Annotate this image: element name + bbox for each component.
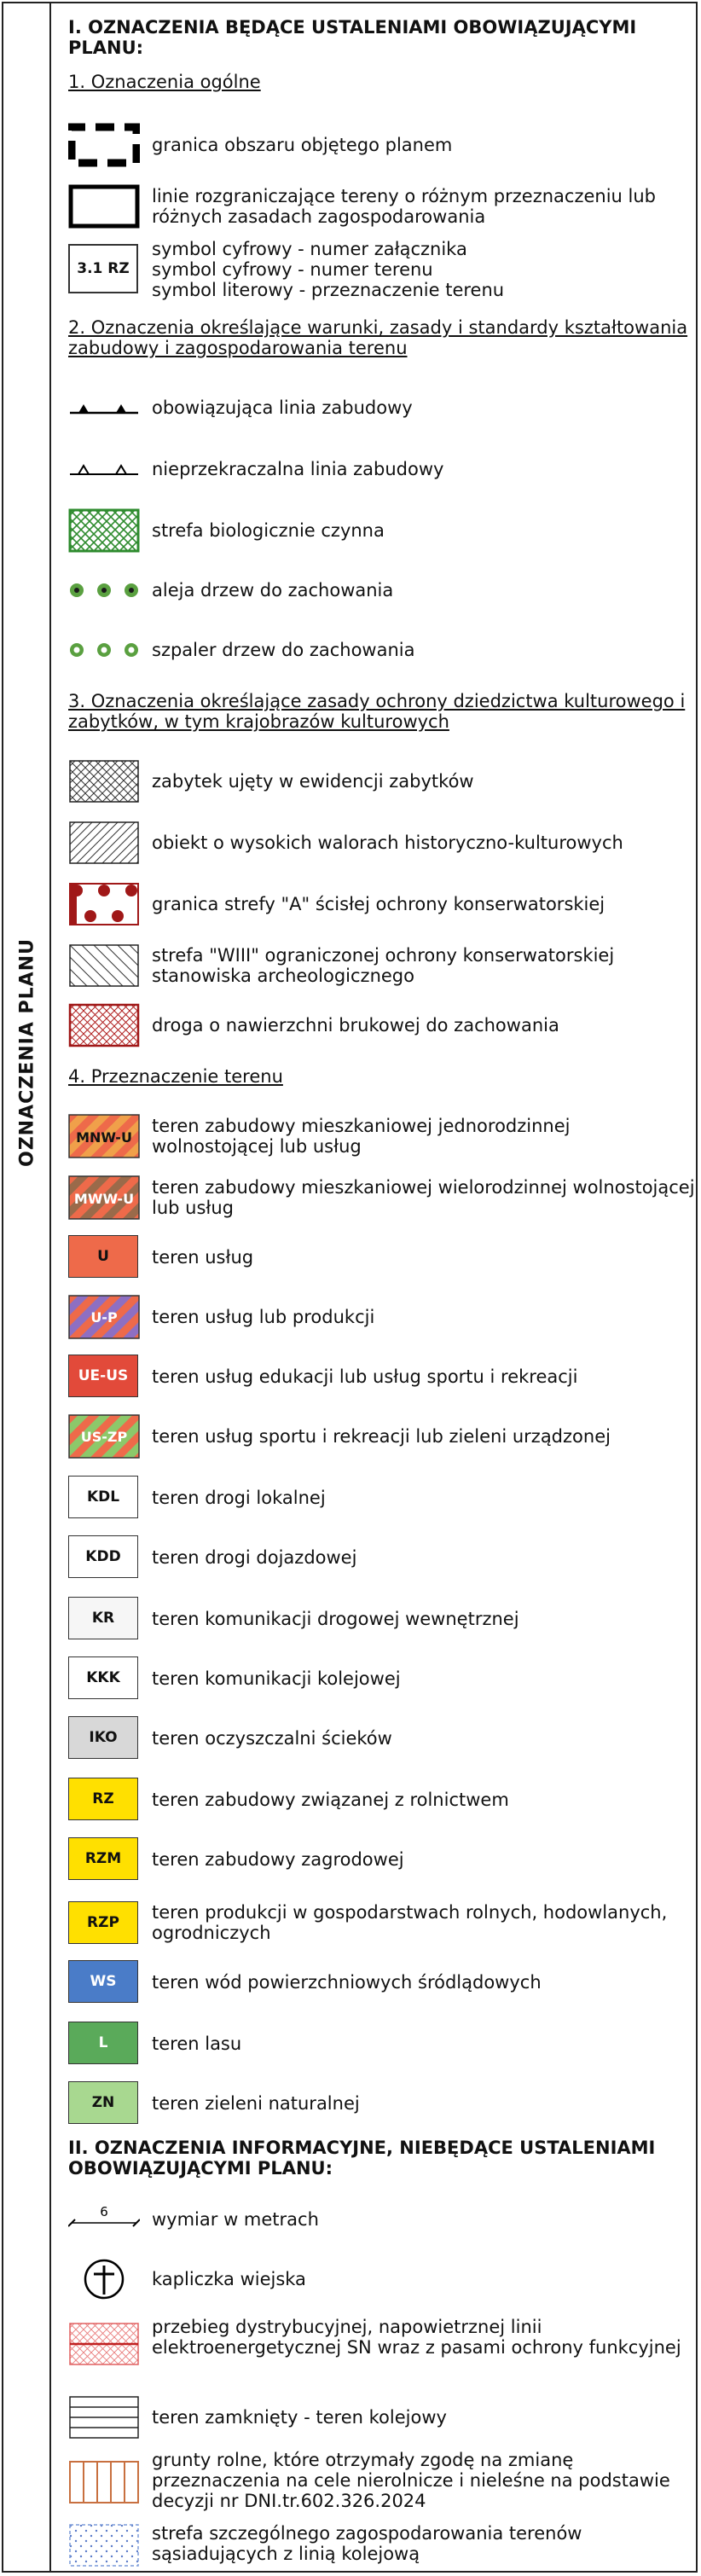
legend-item bbox=[68, 2317, 699, 2385]
landuse-code: MNW-U bbox=[76, 1129, 132, 1146]
legend-label: przebieg dystrybucyjnej, napowietrznej linii elektroenergetycznej SN wraz z pasami ochrony funkcyjnej bbox=[152, 2317, 681, 2358]
symbol-line: symbol cyfrowy - numer terenu bbox=[152, 259, 433, 280]
landuse-item-ws bbox=[68, 1957, 699, 2008]
landuse-item-mww-u bbox=[68, 1170, 699, 1225]
legend-item bbox=[68, 565, 699, 616]
historic-object-symbol bbox=[68, 821, 140, 865]
legend-label: teren zabudowy zagrodowej bbox=[152, 1849, 404, 1870]
legend-item bbox=[68, 444, 699, 495]
legend-label: grunty rolne, które otrzymały zgodę na zmianę przeznaczenia na cele nierolnicze i nieleśne na podstawie decyzji nr DNI.tr.602.326.2024 bbox=[152, 2450, 670, 2511]
legend-item bbox=[68, 2194, 699, 2245]
landuse-item-kkk bbox=[68, 1653, 699, 1704]
landuse-swatch bbox=[68, 1295, 140, 1339]
landuse-swatch: UE-US bbox=[68, 1355, 138, 1397]
plan-boundary-symbol bbox=[68, 123, 140, 167]
legend-frame bbox=[2, 2, 698, 2573]
section2-title: II. OZNACZENIA INFORMACYJNE, NIEBĘDĄCE USTALENIAMI OBOWIĄZUJĄCYMI PLANU: bbox=[68, 2138, 656, 2179]
legend-label: strefa biologicznie czynna bbox=[152, 520, 385, 541]
biologically-active-zone-symbol bbox=[68, 508, 140, 553]
legend-item bbox=[68, 2254, 699, 2305]
power-line-symbol bbox=[68, 2322, 140, 2366]
railway-closed-area-symbol bbox=[68, 2395, 140, 2440]
symbol-sample: 3.1 RZ bbox=[68, 244, 138, 293]
legend-label: teren zamknięty - teren kolejowy bbox=[152, 2407, 447, 2428]
landuse-item-ue-us bbox=[68, 1351, 699, 1402]
landuse-item-kdd bbox=[68, 1532, 699, 1583]
legend-label: teren wód powierzchniowych śródlądowych bbox=[152, 1972, 542, 1993]
chapel-icon bbox=[68, 2257, 140, 2301]
legend-label: teren usług lub produkcji bbox=[152, 1307, 375, 1327]
landuse-swatch: RZM bbox=[68, 1837, 138, 1880]
dimension-symbol bbox=[68, 2197, 140, 2242]
legend-label: aleja drzew do zachowania bbox=[152, 580, 394, 600]
symbol-description bbox=[152, 239, 698, 300]
landuse-item-mnw-u bbox=[68, 1109, 699, 1163]
tree-alley-symbol bbox=[68, 568, 140, 612]
landuse-swatch bbox=[68, 1414, 140, 1459]
legend-label: obowiązująca linia zabudowy bbox=[152, 397, 413, 418]
legend-label: obiekt o wysokich walorach historyczno-kulturowych bbox=[152, 833, 623, 853]
legend-label: strefa "WIII" ograniczonej ochrony konserwatorskiej stanowiska archeologicznego bbox=[152, 945, 615, 986]
legend-label: teren drogi lokalnej bbox=[152, 1488, 326, 1508]
landuse-item-rz bbox=[68, 1774, 699, 1825]
legend-item bbox=[68, 181, 699, 232]
landuse-swatch: RZP bbox=[68, 1901, 138, 1944]
legend-label: teren usług sportu i rekreacji lub zieleni urządzonej bbox=[152, 1426, 611, 1447]
legend-label: szpaler drzew do zachowania bbox=[152, 640, 415, 660]
legend-item bbox=[68, 505, 699, 556]
landuse-item-rzp bbox=[68, 1895, 699, 1950]
landuse-code: US-ZP bbox=[80, 1429, 128, 1445]
landuse-item-kr bbox=[68, 1593, 699, 1645]
legend-label: strefa szczególnego zagospodarowania terenów sąsiadujących z linią kolejową bbox=[152, 2523, 582, 2564]
legend-label: kapliczka wiejska bbox=[152, 2269, 306, 2289]
legend-label: teren lasu bbox=[152, 2034, 242, 2054]
tree-row-symbol bbox=[68, 628, 140, 672]
legend-label: teren komunikacji kolejowej bbox=[152, 1668, 401, 1689]
landuse-item-l bbox=[68, 2018, 699, 2069]
symbol-line: symbol literowy - przeznaczenie terenu bbox=[152, 280, 505, 300]
legend-item bbox=[68, 2392, 699, 2443]
building-limit-line-symbol bbox=[68, 447, 140, 491]
legend-label: linie rozgraniczające tereny o różnym przeznaczeniu lub różnych zasadach zagospodarowania bbox=[152, 186, 657, 227]
registered-monument-symbol bbox=[68, 759, 140, 804]
landuse-code: MWW-U bbox=[73, 1191, 135, 1207]
legend-label: zabytek ujęty w ewidencji zabytków bbox=[152, 771, 474, 792]
legend-label: teren zabudowy mieszkaniowej jednorodzinnej wolnostojącej lub usług bbox=[152, 1116, 571, 1157]
landuse-item-iko bbox=[68, 1713, 699, 1764]
legend-item-symbol bbox=[68, 239, 699, 300]
legend-label: droga o nawierzchni brukowej do zachowania bbox=[152, 1015, 559, 1036]
legend-label: nieprzekraczalna linia zabudowy bbox=[152, 459, 444, 479]
landuse-item-u-p bbox=[68, 1291, 699, 1343]
landuse-item-u bbox=[68, 1232, 699, 1283]
legend-label: teren zieleni naturalnej bbox=[152, 2093, 360, 2114]
legend-label: teren oczyszczalni ścieków bbox=[152, 1728, 392, 1749]
legend-item bbox=[68, 624, 699, 676]
landuse-swatch bbox=[68, 1114, 140, 1158]
zone-a-boundary-symbol bbox=[68, 882, 140, 926]
group1-title: 1. Oznaczenia ogólne bbox=[68, 72, 261, 92]
legend-item bbox=[68, 2516, 699, 2571]
legend-item bbox=[68, 119, 699, 171]
landuse-swatch: KKK bbox=[68, 1656, 138, 1699]
legend-label: teren drogi dojazdowej bbox=[152, 1547, 357, 1568]
landuse-swatch bbox=[68, 1175, 140, 1220]
legend-item bbox=[68, 879, 699, 930]
landuse-item-kdl bbox=[68, 1472, 699, 1523]
landuse-swatch: U bbox=[68, 1235, 138, 1278]
legend-label: teren produkcji w gospodarstwach rolnych, hodowlanych, ogrodniczych bbox=[152, 1902, 668, 1943]
landuse-swatch: RZ bbox=[68, 1778, 138, 1820]
legend-item bbox=[68, 2450, 699, 2515]
legend-label: teren usług edukacji lub usług sportu i rekreacji bbox=[152, 1366, 578, 1387]
archaeological-zone-symbol bbox=[68, 943, 140, 988]
landuse-swatch: ZN bbox=[68, 2081, 138, 2124]
symbol-line: symbol cyfrowy - numer załącznika bbox=[152, 239, 467, 259]
dimension-value: 6 bbox=[100, 2204, 108, 2219]
railway-adjacent-zone-symbol bbox=[68, 2523, 140, 2567]
legend-item bbox=[68, 382, 699, 433]
legend-item bbox=[68, 817, 699, 868]
legend-label: teren komunikacji drogowej wewnętrznej bbox=[152, 1609, 519, 1629]
legend-item bbox=[68, 1000, 699, 1051]
landuse-swatch: L bbox=[68, 2022, 138, 2064]
dividing-line-symbol bbox=[68, 184, 140, 229]
landuse-swatch: WS bbox=[68, 1960, 138, 2003]
landuse-swatch: KDD bbox=[68, 1535, 138, 1578]
legend-label: teren usług bbox=[152, 1247, 254, 1268]
legend-label: granica obszaru objętego planem bbox=[152, 135, 453, 155]
landuse-item-us-zp bbox=[68, 1411, 699, 1462]
legend-label: granica strefy "A" ścisłej ochrony konserwatorskiej bbox=[152, 894, 605, 914]
landuse-swatch: KDL bbox=[68, 1476, 138, 1518]
legend-label: teren zabudowy związanej z rolnictwem bbox=[152, 1790, 509, 1810]
landuse-swatch: KR bbox=[68, 1597, 138, 1639]
group2-title: 2. Oznaczenia określające warunki, zasady i standardy kształtowania zabudowy i zagospodarowania terenu bbox=[68, 317, 688, 358]
agricultural-land-symbol bbox=[68, 2460, 140, 2504]
legend-label: wymiar w metrach bbox=[152, 2209, 319, 2230]
landuse-item-zn bbox=[68, 2078, 699, 2129]
section1-title: I. OZNACZENIA BĘDĄCE USTALENIAMI OBOWIĄZUJĄCYMI PLANU: bbox=[68, 17, 637, 58]
mandatory-building-line-symbol bbox=[68, 386, 140, 430]
group4-title: 4. Przeznaczenie terenu bbox=[68, 1066, 283, 1087]
legend-item bbox=[68, 756, 699, 807]
landuse-code: U-P bbox=[90, 1309, 118, 1326]
group3-title: 3. Oznaczenia określające zasady ochrony dziedzictwa kulturowego i zabytków, w tym krajobrazów kulturowych bbox=[68, 691, 686, 732]
legend-item bbox=[68, 938, 699, 993]
side-column bbox=[3, 3, 51, 2571]
legend-label: teren zabudowy mieszkaniowej wielorodzinnej wolnostojącej lub usług bbox=[152, 1177, 695, 1218]
landuse-item-rzm bbox=[68, 1834, 699, 1885]
landuse-swatch: IKO bbox=[68, 1716, 138, 1759]
cobblestone-road-symbol bbox=[68, 1003, 140, 1047]
side-label: OZNACZENIA PLANU bbox=[16, 938, 38, 1167]
legend-content bbox=[56, 3, 696, 2571]
